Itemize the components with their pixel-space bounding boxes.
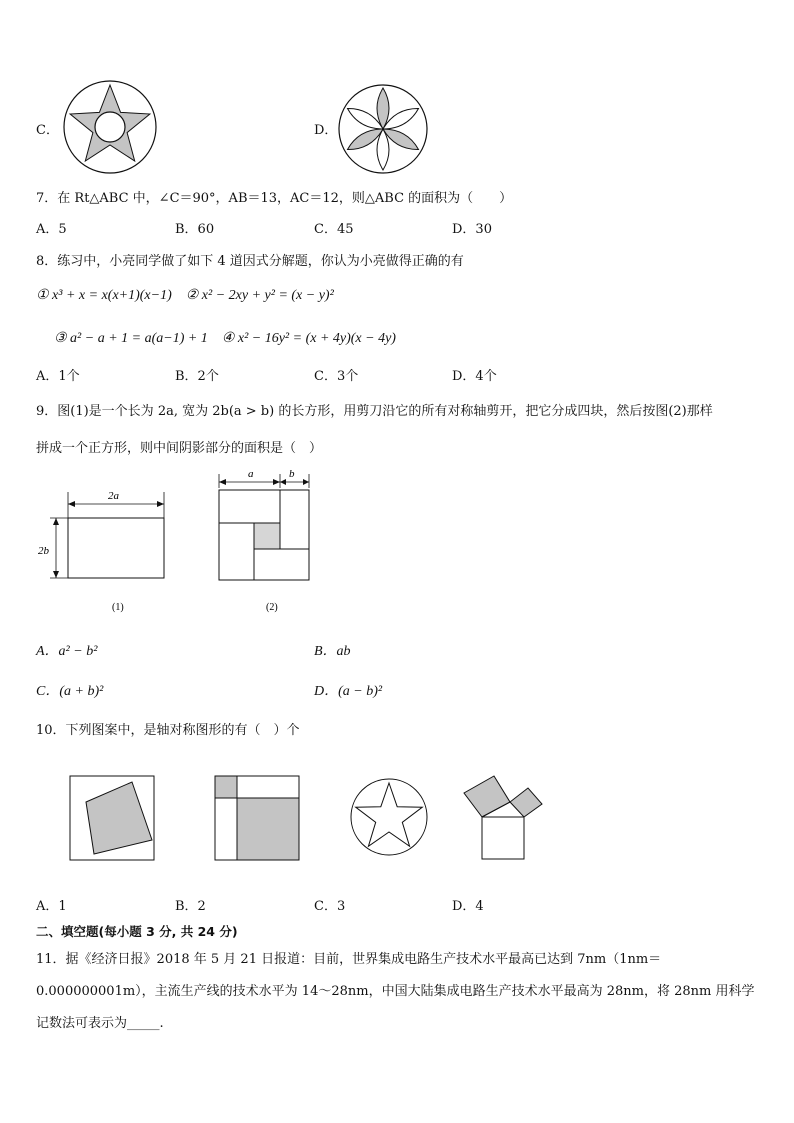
q10-figure-2	[213, 774, 303, 862]
q8-items-3-4: ③ a² − a + 1 = a(a−1) + 1 ④ x² − 16y² = (x + 4y)(x − 4y)	[54, 331, 396, 346]
q11-line-3: 记数法可表示为_____.	[36, 1016, 164, 1031]
q8-option-d: D．4个	[452, 369, 497, 384]
q9-option-a: A．a² − b²	[36, 644, 98, 659]
q9-figure-2	[214, 464, 324, 614]
q9-stem-line2: 拼成一个正方形，则中间阴影部分的面积是（ ）	[36, 441, 323, 456]
q6-option-c-label: C．	[36, 123, 59, 138]
q9-figure-1	[36, 484, 176, 614]
q11-line-2: 0.000000001m），主流生产线的技术水平为 14～28nm，中国大陆集成电路生产技术水平最高为 28nm，将 28nm 用科学	[36, 984, 755, 999]
fig1-top-label: 2a	[108, 490, 119, 502]
q10-option-d: D．4	[452, 899, 484, 914]
fig1-caption: (1)	[112, 602, 124, 613]
q10-option-a: A．1	[36, 899, 67, 914]
q8-option-c: C．3个	[314, 369, 359, 384]
q11-line-1: 11．据《经济日报》2018 年 5 月 21 日报道：目前，世界集成电路生产技术水平最高已达到 7nm（1nm＝	[36, 952, 662, 967]
q8-items-1-2: ① x³ + x = x(x+1)(x−1) ② x² − 2xy + y² = (x − y)²	[36, 288, 334, 303]
q8-option-a: A．1个	[36, 369, 80, 384]
fig2-caption: (2)	[266, 602, 278, 613]
q7-option-c: C．45	[314, 222, 354, 237]
q10-figure-1	[68, 774, 158, 862]
q10-stem: 10．下列图案中，是轴对称图形的有（ ）个	[36, 723, 300, 738]
q7-option-a: A．5	[36, 222, 67, 237]
q7-stem: 7．在 Rt△ABC 中，∠C＝90°，AB＝13，AC＝12，则△ABC 的面积为（ ）	[36, 191, 513, 206]
q7-option-d: D．30	[452, 222, 492, 237]
q9-option-c: C．(a + b)²	[36, 684, 104, 699]
q9-stem-line1: 9．图(1)是一个长为 2a, 宽为 2b(a > b) 的长方形，用剪刀沿它的所有对称轴剪开，把它分成四块，然后按图(2)那样	[36, 404, 713, 419]
fig1-side-label: 2b	[38, 545, 49, 557]
q9-option-d: D．(a − b)²	[314, 684, 383, 699]
q8-stem: 8．练习中，小亮同学做了如下 4 道因式分解题，你认为小亮做得正确的有	[36, 254, 464, 269]
fig2-shaded-square	[254, 523, 280, 549]
fig2-label-b: b	[289, 468, 295, 480]
q6-option-c-figure	[60, 80, 160, 174]
q7-option-b: B．60	[175, 222, 215, 237]
q6-option-d-label: D．	[314, 123, 338, 138]
q10-option-b: B．2	[175, 899, 206, 914]
section-2-title: 二、填空题(每小题 3 分, 共 24 分)	[36, 924, 238, 939]
fig2-label-a: a	[248, 468, 254, 480]
q9-option-b: B．ab	[314, 644, 351, 659]
q8-option-b: B．2个	[175, 369, 219, 384]
q10-figure-4	[460, 774, 550, 864]
q6-option-d-figure	[338, 84, 428, 174]
q10-figure-3	[350, 778, 430, 858]
q10-option-c: C．3	[314, 899, 346, 914]
